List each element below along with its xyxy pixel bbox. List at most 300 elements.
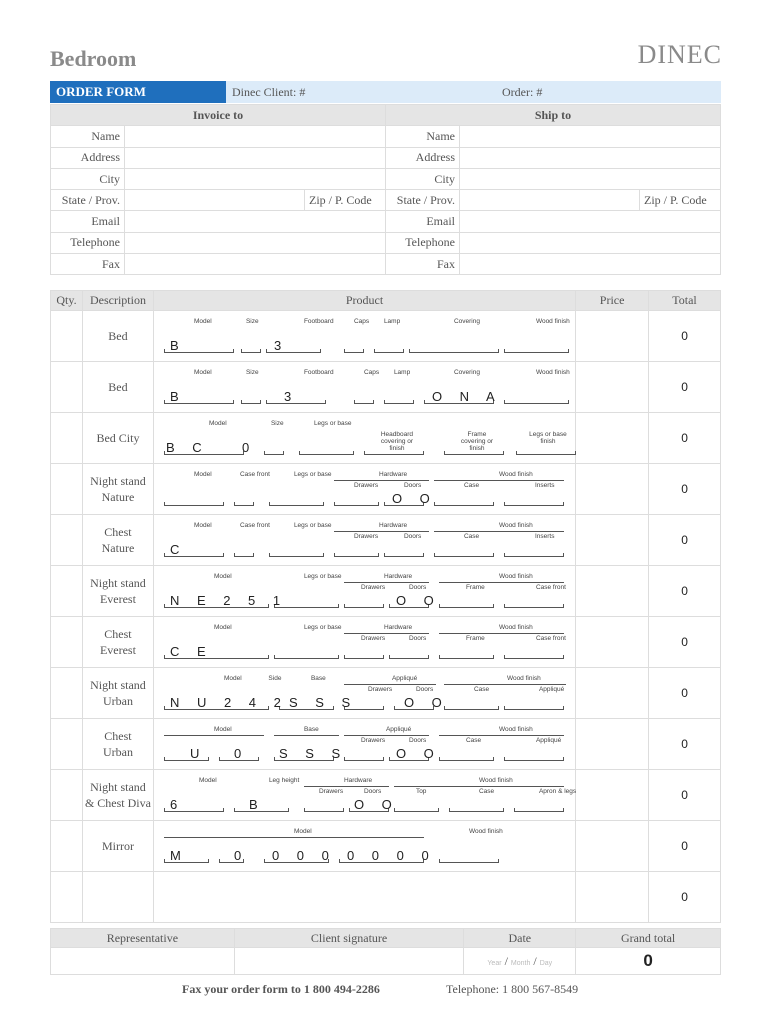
ship-to-header: Ship to	[386, 105, 721, 126]
field-value: O O	[395, 746, 441, 761]
entry-slot[interactable]	[504, 706, 564, 710]
entry-slot[interactable]	[504, 502, 564, 506]
entry-slot[interactable]	[439, 655, 494, 659]
field-label: Drawers	[367, 686, 393, 693]
description-line: & Chest Diva	[84, 796, 151, 810]
qty-header: Qty.	[51, 291, 83, 311]
description-line: Night stand	[90, 473, 146, 488]
order-number-field[interactable]: Order: #	[502, 85, 543, 99]
field-value: U	[189, 746, 207, 761]
description-line: Chest	[104, 626, 132, 641]
price-input[interactable]	[576, 668, 649, 719]
entry-slot[interactable]	[504, 349, 569, 353]
entry-slot[interactable]	[514, 808, 564, 812]
invoice-name-label: Name	[51, 126, 125, 147]
dinec-client-field[interactable]: Dinec Client: #	[232, 85, 306, 99]
group-line	[164, 837, 424, 838]
product-fields[interactable]	[153, 566, 575, 617]
invoice-telephone-input[interactable]	[125, 232, 386, 253]
product-row	[51, 872, 721, 923]
representative-header: Representative	[51, 929, 235, 948]
ship-city-input[interactable]	[460, 168, 721, 189]
group-line	[434, 531, 564, 532]
description-line: Night stand	[90, 677, 146, 692]
product-row	[51, 770, 721, 821]
entry-slot[interactable]	[241, 400, 261, 404]
row-total: 0	[649, 821, 721, 872]
field-label: Legs or base	[303, 624, 342, 631]
field-label: Case	[473, 686, 490, 693]
entry-slot[interactable]	[504, 604, 564, 608]
field-label: Drawers	[360, 737, 386, 744]
row-total: 0	[649, 311, 721, 362]
invoice-city-label: City	[51, 168, 125, 189]
product-row	[51, 311, 721, 362]
field-value: 3	[283, 389, 299, 404]
qty-input[interactable]	[51, 821, 83, 872]
ship-city-label: City	[386, 168, 460, 189]
invoice-fax-label: Fax	[51, 254, 125, 275]
field-label: Legs or base	[303, 573, 342, 580]
order-form-label: ORDER FORM	[50, 81, 226, 103]
invoice-city-input[interactable]	[125, 168, 386, 189]
field-value: B	[248, 797, 265, 812]
description-line: Bed	[108, 379, 128, 394]
entry-slot[interactable]	[504, 655, 564, 659]
field-label: Appliqué	[538, 686, 565, 693]
field-label: Wood finish	[498, 624, 533, 631]
product-description	[82, 719, 153, 770]
product-row	[51, 668, 721, 719]
field-label: Wood finish	[535, 369, 570, 376]
field-label: Wood finish	[498, 726, 533, 733]
entry-slot[interactable]	[409, 349, 499, 353]
invoice-address-label: Address	[51, 147, 125, 168]
product-fields[interactable]	[153, 617, 575, 668]
product-fields[interactable]	[153, 311, 575, 362]
entry-slot[interactable]	[504, 757, 564, 761]
field-label: Model	[223, 675, 242, 682]
field-value: 6	[169, 797, 185, 812]
ship-telephone-input[interactable]	[460, 232, 721, 253]
entry-slot[interactable]	[384, 400, 414, 404]
qty-input[interactable]	[51, 362, 83, 413]
field-label: Size	[270, 420, 284, 427]
entry-slot[interactable]	[269, 553, 324, 557]
field-label: Doors	[408, 584, 427, 591]
row-total: 0	[649, 770, 721, 821]
product-description	[82, 515, 153, 566]
invoice-name-input[interactable]	[125, 126, 386, 147]
field-value: C E	[169, 644, 213, 659]
field-label: Model	[208, 420, 227, 427]
product-row	[51, 821, 721, 872]
field-label: Inserts	[534, 533, 555, 540]
invoice-address-input[interactable]	[125, 147, 386, 168]
field-label: Doors	[408, 737, 427, 744]
ship-fax-label: Fax	[386, 254, 460, 275]
field-value: O O	[403, 695, 449, 710]
entry-slot[interactable]	[344, 604, 384, 608]
field-value: 0	[233, 848, 249, 863]
group-line	[344, 633, 429, 634]
field-label: Hardware	[383, 624, 413, 631]
grand-total-value: 0	[576, 948, 721, 975]
entry-slot[interactable]	[274, 655, 339, 659]
description-line: Nature	[101, 541, 135, 555]
group-line	[344, 735, 429, 736]
invoice-email-input[interactable]	[125, 211, 386, 232]
ship-address-label: Address	[386, 147, 460, 168]
invoice-to-header: Invoice to	[51, 105, 386, 126]
product-description	[82, 566, 153, 617]
entry-slot[interactable]	[444, 706, 499, 710]
telephone-line: Telephone: 1 800 567-8549	[446, 982, 579, 996]
group-line	[344, 582, 429, 583]
entry-slot[interactable]	[439, 604, 494, 608]
ship-name-label: Name	[386, 126, 460, 147]
entry-slot[interactable]	[389, 655, 429, 659]
entry-slot[interactable]	[164, 502, 224, 506]
product-description	[82, 362, 153, 413]
entry-slot[interactable]	[394, 808, 439, 812]
field-label: Case front	[239, 471, 270, 478]
field-label: Appliqué	[385, 726, 412, 733]
field-label: Model	[193, 318, 212, 325]
field-label: Size	[245, 318, 259, 325]
description-line: Urban	[102, 745, 133, 759]
field-label: Covering	[453, 369, 480, 376]
field-label: Legs or base finish	[529, 431, 567, 445]
field-label: Wood finish	[535, 318, 570, 325]
total-header: Total	[649, 291, 721, 311]
row-total: 0	[649, 362, 721, 413]
field-label: Doors	[408, 635, 427, 642]
field-label: Case	[463, 482, 480, 489]
field-label: Model	[193, 369, 212, 376]
group-line	[439, 582, 564, 583]
field-label: Drawers	[318, 788, 344, 795]
field-label: Model	[213, 726, 232, 733]
field-value: N E 2 5 1	[169, 593, 288, 608]
field-label: Case front	[535, 584, 566, 591]
field-label: Covering	[453, 318, 480, 325]
product-description	[82, 770, 153, 821]
group-line	[394, 786, 564, 787]
field-label: Case	[465, 737, 482, 744]
qty-input[interactable]	[51, 413, 83, 464]
price-input[interactable]	[576, 464, 649, 515]
product-fields[interactable]	[153, 413, 575, 464]
description-line: Everest	[99, 592, 136, 606]
price-header: Price	[576, 291, 649, 311]
entry-slot[interactable]	[344, 349, 364, 353]
description-line: Chest	[104, 524, 132, 539]
entry-slot[interactable]	[344, 757, 384, 761]
entry-slot[interactable]	[504, 400, 569, 404]
invoice-fax-input[interactable]	[125, 254, 386, 275]
invoice-email-label: Email	[51, 211, 125, 232]
entry-slot[interactable]	[234, 553, 254, 557]
field-label: Appliqué	[535, 737, 562, 744]
ship-state-label: State / Prov.	[386, 190, 460, 211]
grand-total-header: Grand total	[576, 929, 721, 948]
entry-slot[interactable]	[304, 808, 344, 812]
entry-slot[interactable]	[434, 502, 494, 506]
field-label: Legs or base	[293, 471, 332, 478]
group-line	[274, 735, 339, 736]
entry-slot[interactable]	[384, 553, 424, 557]
field-label: Caps	[353, 318, 370, 325]
qty-input[interactable]	[51, 770, 83, 821]
client-signature-header: Client signature	[234, 929, 464, 948]
field-value: 3	[273, 338, 289, 353]
price-input[interactable]	[576, 821, 649, 872]
field-label: Hardware	[343, 777, 373, 784]
field-label: Hardware	[383, 573, 413, 580]
description-line: Night stand	[90, 575, 146, 590]
field-label: Wood finish	[506, 675, 541, 682]
field-label: Appliqué	[391, 675, 418, 682]
row-total: 0	[649, 413, 721, 464]
field-value: S S S	[288, 695, 358, 710]
field-label: Wood finish	[498, 522, 533, 529]
product-row	[51, 617, 721, 668]
product-row	[51, 464, 721, 515]
invoice-telephone-label: Telephone	[51, 232, 125, 253]
field-value: O O	[353, 797, 399, 812]
field-label: Hardware	[378, 471, 408, 478]
field-label: Wood finish	[498, 471, 533, 478]
field-label: Base	[303, 726, 319, 733]
description-line: Nature	[101, 490, 135, 504]
field-label: Drawers	[353, 482, 379, 489]
entry-slot[interactable]	[344, 655, 384, 659]
date-input[interactable]: Year / Month / Day	[464, 948, 576, 975]
entry-slot[interactable]	[299, 451, 354, 455]
group-line	[444, 684, 566, 685]
price-input[interactable]	[576, 566, 649, 617]
entry-slot[interactable]	[364, 451, 424, 455]
entry-slot[interactable]	[449, 808, 504, 812]
field-label: Model	[293, 828, 312, 835]
price-input[interactable]	[576, 872, 649, 923]
field-value: B C	[165, 440, 209, 455]
product-fields[interactable]	[153, 668, 575, 719]
row-total: 0	[649, 566, 721, 617]
field-label: Case front	[535, 635, 566, 642]
entry-slot[interactable]	[269, 502, 324, 506]
product-description	[82, 872, 153, 923]
description-line: Mirror	[101, 838, 134, 853]
product-row	[51, 413, 721, 464]
field-label: Footboard	[303, 369, 334, 376]
price-input[interactable]	[576, 362, 649, 413]
description-line: Bed	[108, 328, 128, 343]
field-value: O N A	[431, 389, 502, 404]
group-line	[439, 633, 564, 634]
entry-slot[interactable]	[444, 451, 504, 455]
row-total: 0	[649, 515, 721, 566]
date-day: Day	[539, 959, 553, 967]
ship-fax-input[interactable]	[460, 254, 721, 275]
field-label: Size	[245, 369, 259, 376]
product-description	[82, 821, 153, 872]
product-fields[interactable]	[153, 515, 575, 566]
qty-input[interactable]	[51, 668, 83, 719]
field-label: Model	[213, 573, 232, 580]
address-table	[50, 104, 721, 275]
ship-email-label: Email	[386, 211, 460, 232]
field-label: Drawers	[353, 533, 379, 540]
group-line	[164, 735, 264, 736]
description-line: Everest	[99, 643, 136, 657]
row-total: 0	[649, 872, 721, 923]
field-label: Caps	[363, 369, 380, 376]
field-value: B	[169, 389, 186, 404]
page-title: Bedroom	[50, 46, 137, 71]
entry-slot[interactable]	[334, 502, 379, 506]
field-value: C	[169, 542, 187, 557]
invoice-zip-label[interactable]: Zip / P. Code	[305, 190, 386, 211]
field-label: Model	[193, 471, 212, 478]
field-value: 0	[233, 746, 249, 761]
ship-address-input[interactable]	[460, 147, 721, 168]
field-label: Wood finish	[468, 828, 503, 835]
product-fields[interactable]	[153, 872, 575, 923]
product-fields[interactable]	[153, 362, 575, 413]
field-value: M	[169, 848, 188, 863]
ship-email-input[interactable]	[460, 211, 721, 232]
field-label: Case	[478, 788, 495, 795]
field-label: Base	[310, 675, 326, 682]
product-description	[82, 413, 153, 464]
row-total: 0	[649, 464, 721, 515]
field-value: O O	[391, 491, 437, 506]
product-fields[interactable]	[153, 770, 575, 821]
field-label: Wood finish	[498, 573, 533, 580]
product-description	[82, 617, 153, 668]
group-line	[344, 684, 436, 685]
product-fields[interactable]	[153, 821, 575, 872]
field-label: Doors	[415, 686, 434, 693]
field-label: Case front	[239, 522, 270, 529]
entry-slot[interactable]	[264, 451, 284, 455]
date-month: Month	[510, 959, 531, 967]
field-label: Legs or base	[313, 420, 352, 427]
field-label: Doors	[403, 533, 422, 540]
price-input[interactable]	[576, 311, 649, 362]
client-signature-input[interactable]	[234, 948, 464, 975]
product-description	[82, 311, 153, 362]
qty-input[interactable]	[51, 311, 83, 362]
product-description	[82, 464, 153, 515]
price-input[interactable]	[576, 515, 649, 566]
field-label: Apron & legs	[538, 788, 577, 795]
invoice-state-label: State / Prov.	[51, 190, 125, 211]
qty-input[interactable]	[51, 617, 83, 668]
field-label: Legs or base	[293, 522, 332, 529]
product-row	[51, 515, 721, 566]
field-label: Model	[193, 522, 212, 529]
field-label: Wood finish	[478, 777, 513, 784]
field-label: Leg height	[268, 777, 300, 784]
product-row	[51, 719, 721, 770]
group-line	[334, 531, 429, 532]
price-input[interactable]	[576, 617, 649, 668]
field-label: Frame	[465, 584, 485, 591]
entry-slot[interactable]	[439, 757, 494, 761]
field-value: O O	[395, 593, 441, 608]
qty-input[interactable]	[51, 464, 83, 515]
qty-input[interactable]	[51, 515, 83, 566]
qty-input[interactable]	[51, 719, 83, 770]
entry-slot[interactable]	[354, 400, 374, 404]
entry-slot[interactable]	[439, 859, 499, 863]
field-label: Lamp	[383, 318, 401, 325]
field-label: Frame	[465, 635, 485, 642]
ship-zip-label[interactable]: Zip / P. Code	[640, 190, 721, 211]
qty-input[interactable]	[51, 872, 83, 923]
entry-slot[interactable]	[374, 349, 404, 353]
ship-state-input[interactable]	[460, 190, 640, 211]
entry-slot[interactable]	[241, 349, 261, 353]
entry-slot[interactable]	[434, 553, 494, 557]
price-input[interactable]	[576, 719, 649, 770]
field-label: Inserts	[534, 482, 555, 489]
invoice-state-input[interactable]	[125, 190, 305, 211]
description-line: Bed City	[96, 430, 140, 445]
field-value: B	[169, 338, 186, 353]
description-line: Urban	[102, 694, 133, 708]
row-total: 0	[649, 617, 721, 668]
representative-input[interactable]	[51, 948, 235, 975]
price-input[interactable]	[576, 413, 649, 464]
ship-telephone-label: Telephone	[386, 232, 460, 253]
field-label: Drawers	[360, 584, 386, 591]
price-input[interactable]	[576, 770, 649, 821]
description-line: Night stand	[90, 779, 146, 794]
field-label: Footboard	[303, 318, 334, 325]
entry-slot[interactable]	[516, 451, 576, 455]
row-total: 0	[649, 719, 721, 770]
field-label: Doors	[363, 788, 382, 795]
dinec-logo: DINEC	[637, 40, 722, 69]
field-label: Frame covering or finish	[460, 431, 494, 452]
group-line	[304, 786, 389, 787]
field-label: Hardware	[378, 522, 408, 529]
field-label: Drawers	[360, 635, 386, 642]
entry-slot[interactable]	[504, 553, 564, 557]
field-label: Side	[268, 675, 282, 682]
entry-slot[interactable]	[234, 502, 254, 506]
field-value: 0 0 0 0	[346, 848, 436, 863]
product-fields[interactable]	[153, 719, 575, 770]
description-header: Description	[82, 291, 153, 311]
entry-slot[interactable]	[334, 553, 379, 557]
field-label: Case	[463, 533, 480, 540]
field-label: Lamp	[393, 369, 411, 376]
product-fields[interactable]	[153, 464, 575, 515]
ship-name-input[interactable]	[460, 126, 721, 147]
qty-input[interactable]	[51, 566, 83, 617]
product-table	[50, 290, 721, 923]
group-line	[434, 480, 564, 481]
product-row	[51, 566, 721, 617]
field-value: 0 0 0	[271, 848, 336, 863]
fax-instructions: Fax your order form to 1 800 494-2286	[182, 982, 380, 996]
field-value: S S S	[278, 746, 348, 761]
